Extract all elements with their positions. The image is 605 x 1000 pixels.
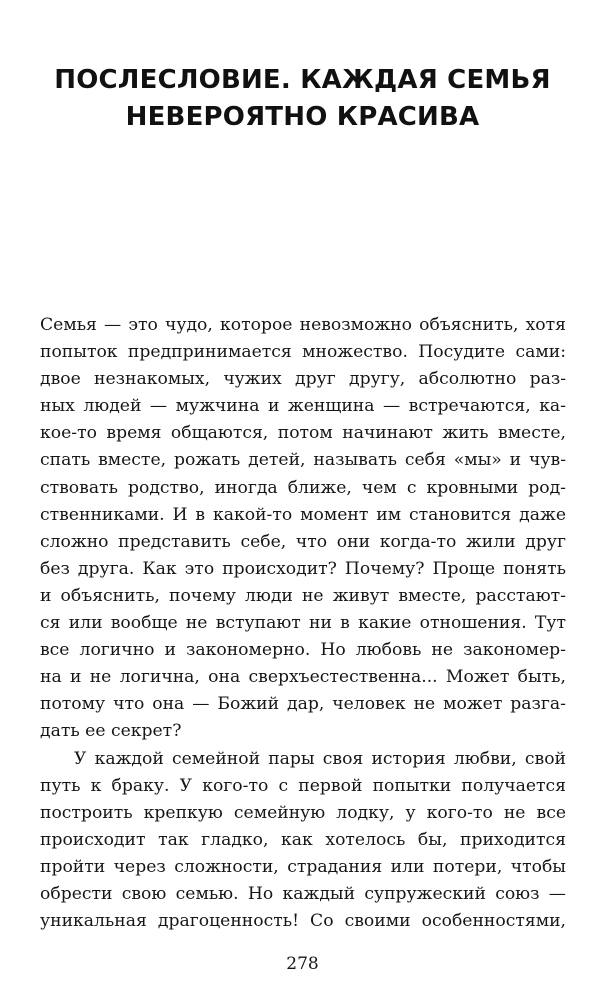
chapter-title [40, 62, 565, 136]
text-line: ся или вообще не вступают ни в какие отношения. Тут [40, 613, 566, 634]
text-line: и объяснить, почему люди не живут вместе, расстают- [40, 585, 566, 606]
text-line: двое незнакомых, чужих друг другу, абсолютно раз- [40, 369, 566, 390]
text-line: построить крепкую семейную лодку, у кого-то не все [40, 802, 566, 823]
text-line: все логично и закономерно. Но любовь не закономер- [40, 640, 566, 661]
page-number: 278 [286, 954, 319, 974]
text-line: путь к браку. У кого-то с первой попытки получается [40, 775, 566, 796]
paragraph-2 [40, 746, 566, 936]
text-line: ных людей — мужчина и женщина — встречаются, ка- [40, 396, 566, 417]
text-line: Семья — это чудо, которое невозможно объяснить, хотя [40, 315, 566, 335]
text-line: происходит так гладко, как хотелось бы, приходится [40, 829, 566, 850]
text-line: сложно представить себе, что они когда-то жили друг [40, 531, 566, 552]
text-line: обрести свою семью. Но каждый супружеский союз — [40, 883, 566, 904]
text-line: У каждой семейной пары своя история любви, свой [74, 748, 566, 769]
text-line: без друга. Как это происходит? Почему? Проще понять [40, 558, 566, 579]
body-text [40, 312, 566, 935]
text-line: дать ее секрет? [40, 721, 182, 742]
text-line: попыток предпринимается множество. Посудите сами: [40, 342, 566, 363]
text-line: кое-то время общаются, потом начинают жить вместе, [40, 423, 566, 444]
paragraph-1 [40, 312, 566, 746]
text-line: спать вместе, рожать детей, называть себя «мы» и чув- [40, 450, 566, 471]
text-line: ствовать родство, иногда ближе, чем с кровными род- [40, 477, 566, 498]
text-line: потому что она — Божий дар, человек не может разга- [40, 694, 566, 715]
text-line: уникальная драгоценность! Со своими особенностями, [40, 911, 566, 932]
text-line: на и не логична, она сверхъестественна... Может быть, [40, 667, 566, 688]
chapter-title-line-1: ПОСЛЕСЛОВИЕ. КАЖДАЯ СЕМЬЯ [54, 65, 551, 95]
text-line: пройти через сложности, страдания или потери, чтобы [40, 856, 566, 877]
text-line: ственниками. И в какой-то момент им становится даже [40, 504, 566, 525]
chapter-title-line-2: НЕВЕРОЯТНО КРАСИВА [125, 102, 480, 132]
